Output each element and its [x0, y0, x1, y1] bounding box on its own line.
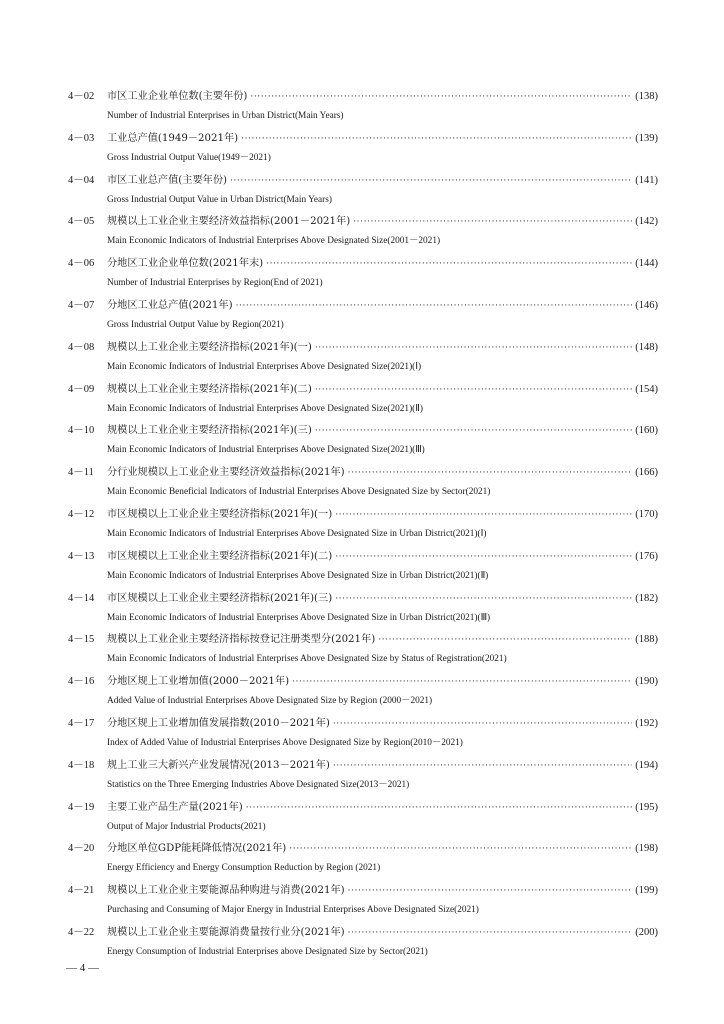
entry-title-zh[interactable]: 分地区规上工业增加值发展指数(2010－2021年) [107, 717, 330, 729]
entry-page: (200) [635, 926, 658, 938]
entry-title-en: Added Value of Industrial Enterprises Above Designated Size by Region (2000－2021) [107, 696, 433, 707]
dot-leader [348, 464, 633, 482]
toc-entry[interactable] [68, 88, 658, 130]
entry-title-en: Main Economic Indicators of Industrial Enterprises Above Designated Size in Urban District(2021)(Ⅱ) [107, 570, 489, 581]
entry-title-zh[interactable]: 市区工业企业单位数(主要年份) [107, 91, 248, 102]
entry-number: 4－06 [68, 258, 95, 270]
toc-entry[interactable] [68, 297, 658, 339]
dot-leader [236, 297, 633, 315]
entry-number: 4－03 [68, 132, 95, 144]
entry-title-en: Main Economic Indicators of Industrial Enterprises Above Designated Size(2001－2021) [107, 236, 441, 247]
entry-page: (160) [635, 425, 658, 437]
toc-entry[interactable] [68, 840, 658, 882]
dot-leader [333, 715, 632, 733]
dot-leader [353, 213, 632, 231]
dot-leader [246, 799, 633, 817]
dot-leader [348, 924, 633, 942]
entry-title-en: Main Economic Indicators of Industrial Enterprises Above Designated Size in Urban District(2021)(Ⅰ) [107, 528, 487, 539]
toc-entry[interactable] [68, 213, 658, 255]
entry-title-en: Main Economic Indicators of Industrial Enterprises Above Designated Size in Urban District(2021)(Ⅲ) [107, 612, 491, 623]
entry-number: 4－14 [68, 592, 95, 604]
entry-title-zh[interactable]: 规模以上工业企业主要经济指标(2021年)(一) [107, 341, 312, 353]
entry-title-zh[interactable]: 规模以上工业企业主要能源消费量按行业分(2021年) [107, 926, 345, 938]
entry-title-en: Number of Industrial Enterprises in Urban District(Main Years) [107, 111, 344, 121]
entry-number: 4－04 [68, 174, 95, 186]
entry-title-zh[interactable]: 规模以上工业企业主要经济指标(2021年)(三) [107, 425, 312, 437]
entry-title-zh[interactable]: 分地区规上工业增加值(2000－2021年) [107, 676, 290, 688]
entry-title-en: Main Economic Beneficial Indicators of Industrial Enterprises Above Designated Size by Sector(2021) [107, 487, 491, 498]
entry-page: (190) [635, 676, 658, 688]
entry-number: 4－09 [68, 383, 95, 395]
entry-title-zh[interactable]: 市区规模以上工业企业主要经济指标(2021年)(三) [107, 592, 333, 604]
entry-title-zh[interactable]: 市区工业总产值(主要年份) [107, 174, 228, 186]
entry-title-en: Energy Consumption of Industrial Enterprises above Designated Size by Sector(2021) [107, 946, 428, 957]
entry-number: 4－18 [68, 759, 95, 771]
entry-page: (139) [635, 132, 658, 144]
toc-entry[interactable] [68, 715, 658, 757]
toc-entry[interactable] [68, 506, 658, 548]
entry-title-zh[interactable]: 市区规模以上工业企业主要经济指标(2021年)(一) [107, 508, 333, 520]
entry-title-zh[interactable]: 市区规模以上工业企业主要经济指标(2021年)(二) [107, 550, 333, 562]
entry-title-en: Energy Efficiency and Energy Consumption Reduction by Region (2021) [107, 863, 381, 874]
dot-leader [315, 339, 632, 357]
entry-title-en: Index of Added Value of Industrial Enterprises Above Designated Size by Region(2010－2021) [107, 737, 463, 748]
entry-page: (170) [635, 508, 658, 520]
entry-number: 4－05 [68, 216, 95, 228]
entry-page: (188) [635, 634, 658, 646]
entry-number: 4－12 [68, 508, 95, 520]
entry-title-en: Main Economic Indicators of Industrial Enterprises Above Designated Size(2021)(Ⅱ) [107, 403, 423, 414]
entry-number: 4－11 [68, 467, 94, 479]
page-number: — 4 — [66, 962, 99, 974]
entry-title-en: Statistics on the Three Emerging Industries Above Designated Size(2013－2021) [107, 779, 410, 790]
entry-number: 4－22 [68, 926, 95, 938]
dot-leader [266, 255, 632, 273]
dot-leader [250, 88, 632, 106]
entry-title-en: Number of Industrial Enterprises by Region(End of 2021) [107, 278, 323, 289]
dot-leader [348, 882, 633, 900]
dot-leader [378, 631, 632, 649]
entry-title-zh[interactable]: 分行业规模以上工业企业主要经济效益指标(2021年) [107, 467, 345, 479]
dot-leader [289, 840, 632, 858]
entry-number: 4－16 [68, 676, 95, 688]
entry-page: (182) [635, 592, 658, 604]
dot-leader [335, 506, 632, 524]
toc-entry[interactable] [68, 631, 658, 673]
entry-page: (154) [635, 383, 658, 395]
toc-entry[interactable] [68, 757, 658, 799]
entry-number: 4－02 [68, 91, 95, 102]
entry-title-en: Gross Industrial Output Value(1949－2021) [107, 152, 271, 163]
entry-title-zh[interactable]: 规上工业三大新兴产业发展情况(2013－2021年) [107, 759, 330, 771]
dot-leader [315, 381, 632, 399]
entry-page: (195) [635, 801, 658, 813]
toc-entry[interactable] [68, 590, 658, 632]
dot-leader [292, 673, 632, 691]
entry-page: (144) [635, 258, 658, 270]
entry-title-zh[interactable]: 规模以上工业企业主要能源品种购进与消费(2021年) [107, 885, 345, 897]
toc-entry[interactable] [68, 464, 658, 506]
entry-number: 4－07 [68, 299, 95, 311]
entry-page: (198) [635, 843, 658, 855]
entry-title-zh[interactable]: 分地区单位GDP能耗降低情况(2021年) [107, 843, 287, 855]
entry-title-zh[interactable]: 规模以上工业企业主要经济指标按登记注册类型分(2021年) [107, 634, 376, 646]
entry-title-zh[interactable]: 分地区工业总产值(2021年) [107, 299, 233, 311]
toc-entry[interactable] [68, 422, 658, 464]
entry-page: (148) [635, 341, 658, 353]
entry-page: (194) [635, 759, 658, 771]
entry-title-zh[interactable]: 规模以上工业企业主要经济效益指标(2001－2021年) [107, 216, 351, 228]
toc-entry[interactable] [68, 924, 658, 966]
dot-leader [335, 548, 632, 566]
entry-page: (166) [635, 467, 658, 479]
toc-entry[interactable] [68, 381, 658, 423]
entry-number: 4－15 [68, 634, 95, 646]
entry-title-zh[interactable]: 规模以上工业企业主要经济指标(2021年)(二) [107, 383, 312, 395]
entry-title-zh[interactable]: 主要工业产品生产量(2021年) [107, 801, 243, 813]
entry-page: (141) [635, 174, 658, 186]
entry-page: (138) [635, 91, 658, 102]
dot-leader [241, 130, 632, 148]
toc-entry[interactable] [68, 255, 658, 297]
entry-number: 4－13 [68, 550, 95, 562]
toc-entry[interactable] [68, 882, 658, 924]
toc-entry[interactable] [68, 548, 658, 590]
entry-number: 4－10 [68, 425, 95, 437]
entry-title-en: Main Economic Indicators of Industrial Enterprises Above Designated Size by Status of Registration(2021) [107, 654, 507, 665]
entry-title-en: Main Economic Indicators of Industrial Enterprises Above Designated Size(2021)(Ⅰ) [107, 361, 422, 372]
dot-leader [333, 757, 632, 775]
dot-leader [315, 422, 632, 440]
toc-entry[interactable] [68, 172, 658, 214]
entry-page: (142) [635, 216, 658, 228]
entry-title-en: Gross Industrial Output Value by Region(2021) [107, 319, 284, 330]
table-of-contents [68, 88, 658, 966]
entry-title-en: Gross Industrial Output Value in Urban District(Main Years) [107, 194, 332, 205]
entry-title-en: Purchasing and Consuming of Major Energy in Industrial Enterprises Above Designated Size(2021) [107, 905, 479, 916]
toc-entry[interactable] [68, 799, 658, 841]
toc-entry[interactable] [68, 673, 658, 715]
entry-number: 4－17 [68, 717, 95, 729]
entry-number: 4－08 [68, 341, 95, 353]
dot-leader [230, 172, 632, 190]
entry-page: (192) [635, 717, 658, 729]
entry-title-en: Main Economic Indicators of Industrial Enterprises Above Designated Size(2021)(Ⅲ) [107, 445, 425, 456]
entry-title-zh[interactable]: 工业总产值(1949－2021年) [107, 132, 239, 144]
entry-number: 4－19 [68, 801, 95, 813]
toc-entry[interactable] [68, 130, 658, 172]
entry-page: (146) [635, 299, 658, 311]
entry-title-en: Output of Major Industrial Products(2021) [107, 821, 266, 832]
toc-entry[interactable] [68, 339, 658, 381]
entry-number: 4－20 [68, 843, 95, 855]
entry-number: 4－21 [68, 885, 95, 897]
entry-title-zh[interactable]: 分地区工业企业单位数(2021年末) [107, 258, 264, 270]
entry-page: (176) [635, 550, 658, 562]
entry-page: (199) [635, 885, 658, 897]
dot-leader [335, 590, 632, 608]
